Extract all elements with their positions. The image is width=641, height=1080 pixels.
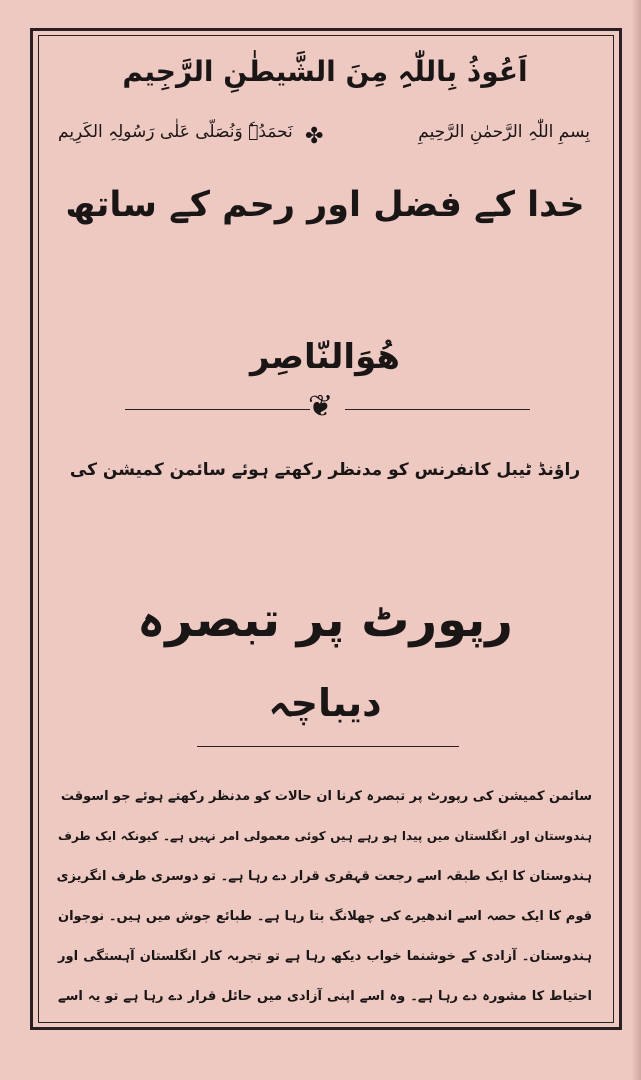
body-line: احتیاط کا مشورہ دے رہا ہے۔ وہ اسے اپنی آزادی میں حائل قرار دے رہا ہے تو یہ اسے	[58, 989, 592, 1004]
body-line: قوم کا ایک حصہ اسے اندھیرے کی چھلانگ بتا رہا ہے۔ طبائع جوش میں ہیں۔ نوجوان	[58, 909, 592, 924]
top-invocation: اَعُوذُ بِاللّٰہِ مِنَ الشَّیطٰنِ الرَّجِیم	[122, 55, 528, 88]
headline-helper: ھُوَالنّاصِر	[250, 337, 400, 377]
body-line: سائمن کمیشن کی رپورٹ پر تبصرہ کرنا ان حالات کو مدنظر رکھتے ہوئے جو اسوقت	[60, 789, 592, 804]
body-line: ہندوستان کا ایک طبقہ اسے رجعت قہقری قرار دے رہا ہے۔ تو دوسری طرف انگریزی	[56, 869, 592, 884]
ornament-icon: ❦	[308, 389, 334, 424]
body-line: ہندوستان اور انگلستان میں پیدا ہو رہے ہیں کوئی معمولی امر نہیں ہے۔ کیونکہ ایک طرف	[58, 829, 592, 843]
salutation-text: نَحمَدُہٗ وَنُصَلّی عَلٰی رَسُولِہِ الکَرِیم	[58, 122, 293, 142]
bismillah-text: بِسمِ اللّٰہِ الرَّحمٰنِ الرَّحِیمِ	[418, 122, 590, 142]
body-line: ہندوستان۔ آزادی کے خوشنما خواب دیکھ رہا ہے تو تجربہ کار انگلستان آہستگی اور	[58, 949, 592, 964]
section-title: دیباچہ	[268, 681, 382, 725]
fleuron-icon: ✤	[305, 124, 324, 149]
title-line-1: راؤنڈ ٹیبل کانفرنس کو مدنظر رکھتے ہوئے سائمن کمیشن کی	[69, 460, 581, 480]
page-edge-shadow	[631, 0, 641, 1080]
divider-right	[345, 409, 530, 410]
title-line-2: رپورٹ پر تبصرہ	[137, 592, 513, 648]
divider-left	[125, 409, 310, 410]
headline-blessing: خدا کے فضل اور رحم کے ساتھ	[65, 185, 585, 225]
section-divider	[197, 746, 459, 747]
